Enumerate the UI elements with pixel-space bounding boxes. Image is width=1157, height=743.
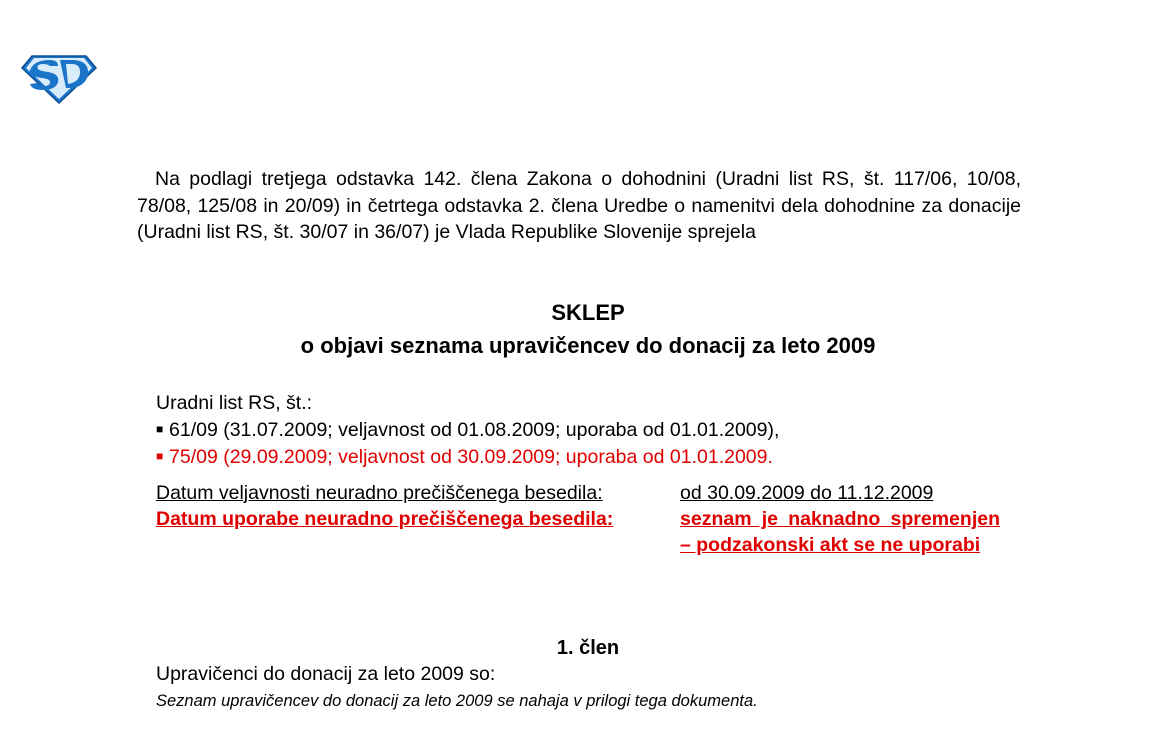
application-value: seznam je naknadno spremenjen – podzakonski akt se ne uporabi [680, 508, 1000, 556]
document-subtitle: o objavi seznama upravičencev do donacij za leto 2009 [300, 333, 876, 358]
gazette-item-text: 75/09 (29.09.2009; veljavnost od 30.09.2009; uporaba od 01.01.2009. [169, 446, 773, 468]
intro-paragraph: Na podlagi tretjega odstavka 142. člena Zakona o dohodnini (Uradni list RS, št. 117/06, 10/08, 78/08, 125/08 in 20/09) in četrtega odstavka 2. člena Uredbe o namenitvi dela dohodnine za donacije (Uradni list RS, št. 30/07 in 36/07) je Vlada Republike Slovenije sprejela [137, 168, 1021, 243]
article-text: Upravičenci do donacij za leto 2009 so: [156, 663, 496, 685]
article-note: Seznam upravičencev do donacij za leto 2009 se nahaja v prilogi tega dokumenta. [156, 692, 758, 710]
sd-logo [20, 48, 98, 104]
gazette-item-text: 61/09 (31.07.2009; veljavnost od 01.08.2009; uporaba od 01.01.2009), [169, 419, 780, 441]
gazette-item-current [156, 443, 779, 470]
article-heading: 1. člen [556, 637, 620, 659]
bullet-icon: ■ [156, 449, 164, 463]
bullet-icon: ■ [156, 422, 164, 436]
application-label: Datum uporabe neuradno prečiščenega besedila: [156, 508, 614, 530]
document-title: SKLEP [551, 300, 625, 325]
gazette-heading: Uradni list RS, št.: [156, 392, 313, 414]
validity-value: od 30.09.2009 do 11.12.2009 [680, 482, 934, 504]
gazette-item [156, 416, 779, 443]
gazette-references [156, 390, 779, 470]
sd-shield-logo-icon [20, 48, 98, 104]
validity-label: Datum veljavnosti neuradno prečiščenega besedila: [156, 482, 603, 504]
